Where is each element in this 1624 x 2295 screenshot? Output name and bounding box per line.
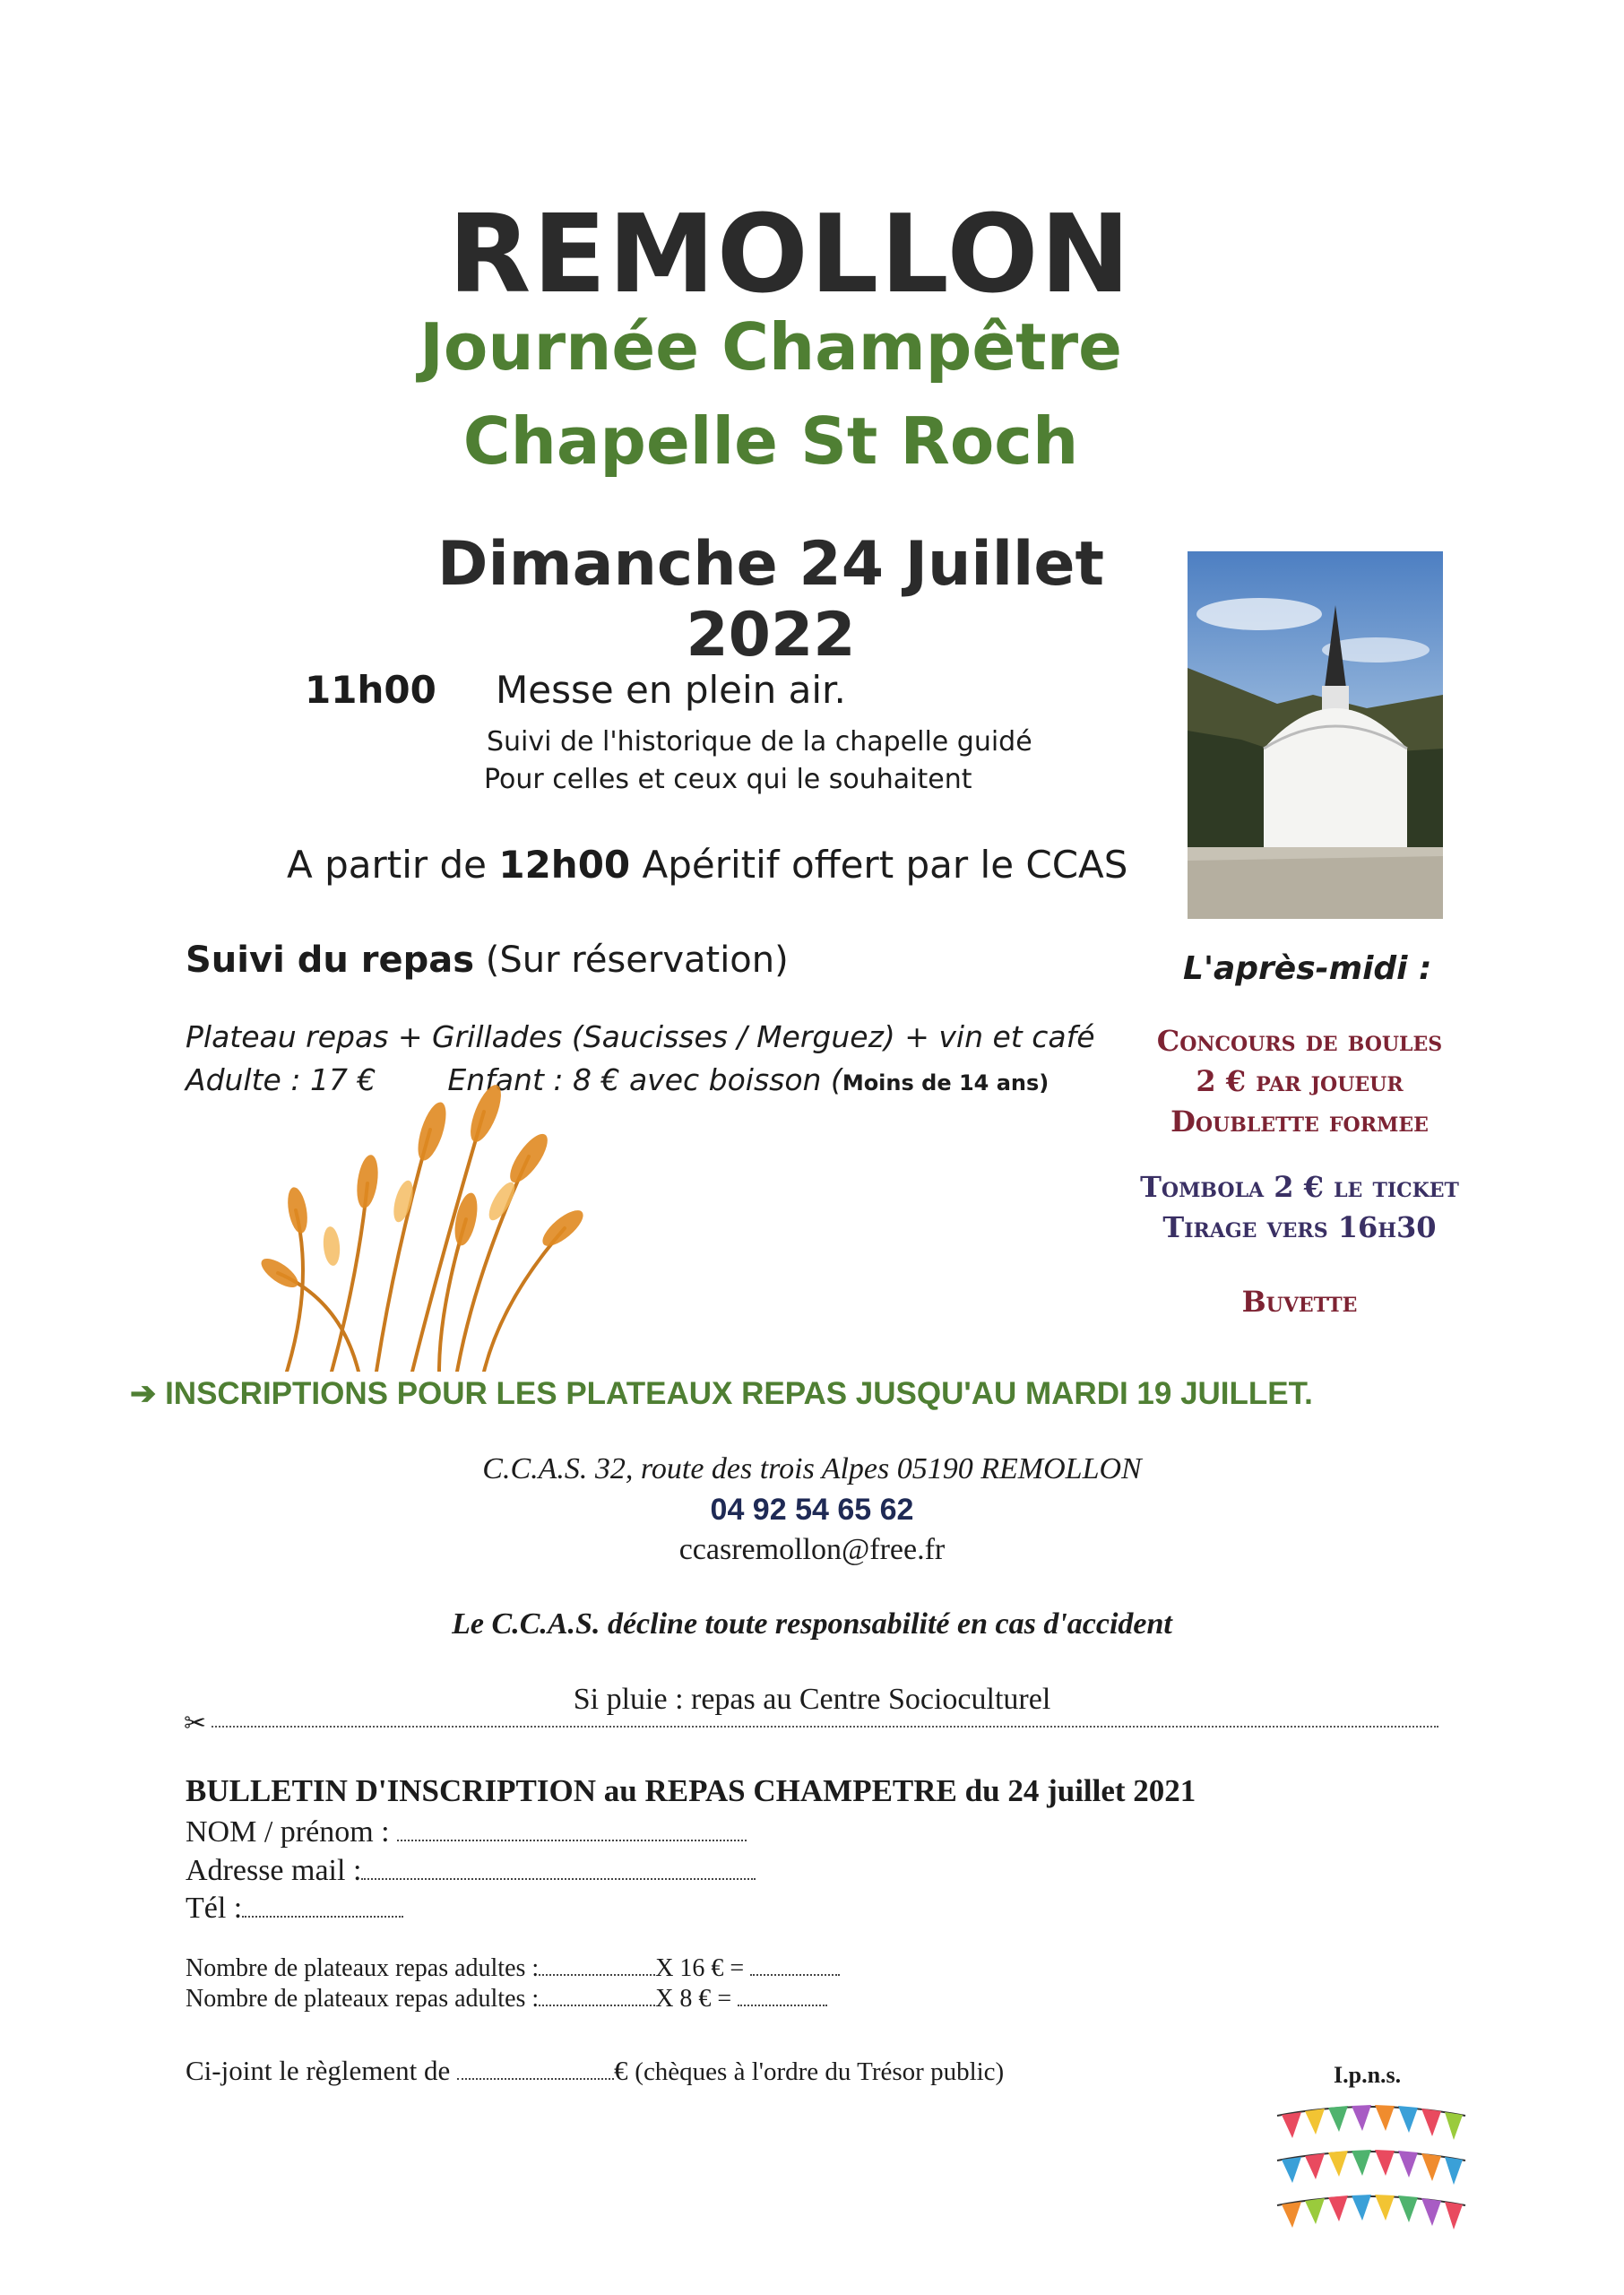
aperitif-prefix: A partir de bbox=[287, 843, 499, 887]
bulletin-title-c: du 24 juillet 2021 bbox=[964, 1773, 1196, 1808]
meal-note: (Sur réservation) bbox=[474, 940, 789, 981]
name-label: NOM / prénom : bbox=[186, 1815, 390, 1849]
payment-amount-blank[interactable] bbox=[457, 2062, 614, 2080]
meal-line bbox=[186, 940, 789, 981]
wheat-illustration bbox=[260, 1076, 600, 1372]
ccas-phone: 04 92 54 65 62 bbox=[710, 1493, 914, 1527]
aperitif-line bbox=[287, 843, 1127, 887]
rain-note: Si pluie : repas au Centre Socioculturel bbox=[573, 1683, 1051, 1716]
buvette-label: Buvette bbox=[1241, 1285, 1358, 1319]
boules-contest: Concours de boules bbox=[1156, 1024, 1443, 1058]
phone-blank[interactable] bbox=[242, 1896, 403, 1918]
history-tour-line-2: Pour celles et ceux qui le souhaitent bbox=[484, 764, 972, 795]
mass-label: Messe en plein air. bbox=[496, 668, 846, 712]
adult-count-label-1: Nombre de plateaux repas adultes : bbox=[186, 1954, 540, 1982]
adult-price-1: X 16 € = bbox=[655, 1954, 745, 1982]
adult-total-blank-1[interactable] bbox=[750, 1960, 840, 1976]
payment-currency: € bbox=[614, 2055, 628, 2086]
history-tour-line-1: Suivi de l'historique de la chapelle guidé bbox=[487, 726, 1032, 758]
scissors-icon: ✂ bbox=[184, 1708, 212, 1739]
child-price: Enfant : 8 € avec boisson ( bbox=[447, 1062, 842, 1097]
adult-count-blank-2[interactable] bbox=[539, 1990, 655, 2006]
adult-count-blank-1[interactable] bbox=[539, 1960, 655, 1976]
ccas-email: ccasremollon@free.fr bbox=[678, 1533, 946, 1566]
mail-field[interactable] bbox=[186, 1854, 756, 1888]
bulletin-title-a: BULLETIN D'INSCRIPTION bbox=[186, 1773, 597, 1808]
adult-total-blank-2[interactable] bbox=[738, 1990, 827, 2006]
name-blank[interactable] bbox=[397, 1820, 747, 1841]
liability-disclaimer: Le C.C.A.S. décline toute responsabilité en cas d'accident bbox=[452, 1607, 1172, 1641]
tombola-draw-time: Tirage vers 16h30 bbox=[1162, 1210, 1437, 1244]
adult-meal-count-row-1[interactable] bbox=[186, 1954, 840, 1983]
menu-description: Plateau repas + Grillades (Saucisses / Merguez) + vin et café bbox=[186, 1019, 1095, 1054]
ipns-label: I.p.n.s. bbox=[1334, 2062, 1402, 2088]
bunting-flags-illustration bbox=[1273, 2093, 1470, 2237]
adult-count-label-2: Nombre de plateaux repas adultes : bbox=[186, 1985, 540, 2013]
adult-price: Adulte : 17 € bbox=[186, 1062, 376, 1097]
phone-label: Tél : bbox=[186, 1892, 243, 1925]
town-title: REMOLLON bbox=[448, 193, 1132, 317]
chapel-photo bbox=[1188, 551, 1443, 919]
mass-time: 11h00 bbox=[305, 668, 436, 712]
registration-deadline-text: INSCRIPTIONS POUR LES PLATEAUX REPAS JUSQU'AU MARDI 19 JUILLET. bbox=[165, 1376, 1313, 1411]
adult-price-2: X 8 € = bbox=[655, 1985, 732, 2013]
bulletin-title bbox=[186, 1773, 1196, 1809]
boules-format: Doublette formee bbox=[1170, 1104, 1429, 1139]
mail-blank[interactable] bbox=[361, 1858, 756, 1880]
name-field[interactable] bbox=[186, 1815, 747, 1849]
mail-label: Adresse mail : bbox=[186, 1854, 362, 1887]
payment-note: (chèques à l'ordre du Trésor public) bbox=[635, 2057, 1005, 2086]
tombola-price: Tombola 2 € le ticket bbox=[1140, 1170, 1459, 1204]
event-subtitle: Journée Champêtre bbox=[419, 309, 1122, 385]
adult-meal-count-row-2[interactable] bbox=[186, 1985, 827, 2014]
aperitif-suffix: Apéritif offert par le CCAS bbox=[630, 843, 1128, 887]
registration-deadline bbox=[130, 1376, 1313, 1412]
aperitif-time: 12h00 bbox=[498, 843, 631, 887]
payment-row[interactable] bbox=[186, 2055, 1004, 2087]
arrow-right-icon: ➔ bbox=[130, 1376, 166, 1411]
ccas-address: C.C.A.S. 32, route des trois Alpes 05190 REMOLLON bbox=[482, 1452, 1142, 1485]
payment-label: Ci-joint le règlement de bbox=[186, 2055, 451, 2086]
child-age-note: Moins de 14 ans) bbox=[842, 1070, 1050, 1096]
bulletin-title-b: au REPAS CHAMPETRE bbox=[603, 1773, 957, 1808]
event-location: Chapelle St Roch bbox=[462, 403, 1079, 479]
boules-price: 2 € par joueur bbox=[1196, 1064, 1404, 1098]
afternoon-title: L'après-midi : bbox=[1183, 950, 1432, 987]
cut-line bbox=[184, 1726, 1438, 1728]
meal-label: Suivi du repas bbox=[186, 940, 475, 981]
event-date: Dimanche 24 Juillet 2022 bbox=[437, 529, 1104, 671]
phone-field[interactable] bbox=[186, 1892, 403, 1926]
